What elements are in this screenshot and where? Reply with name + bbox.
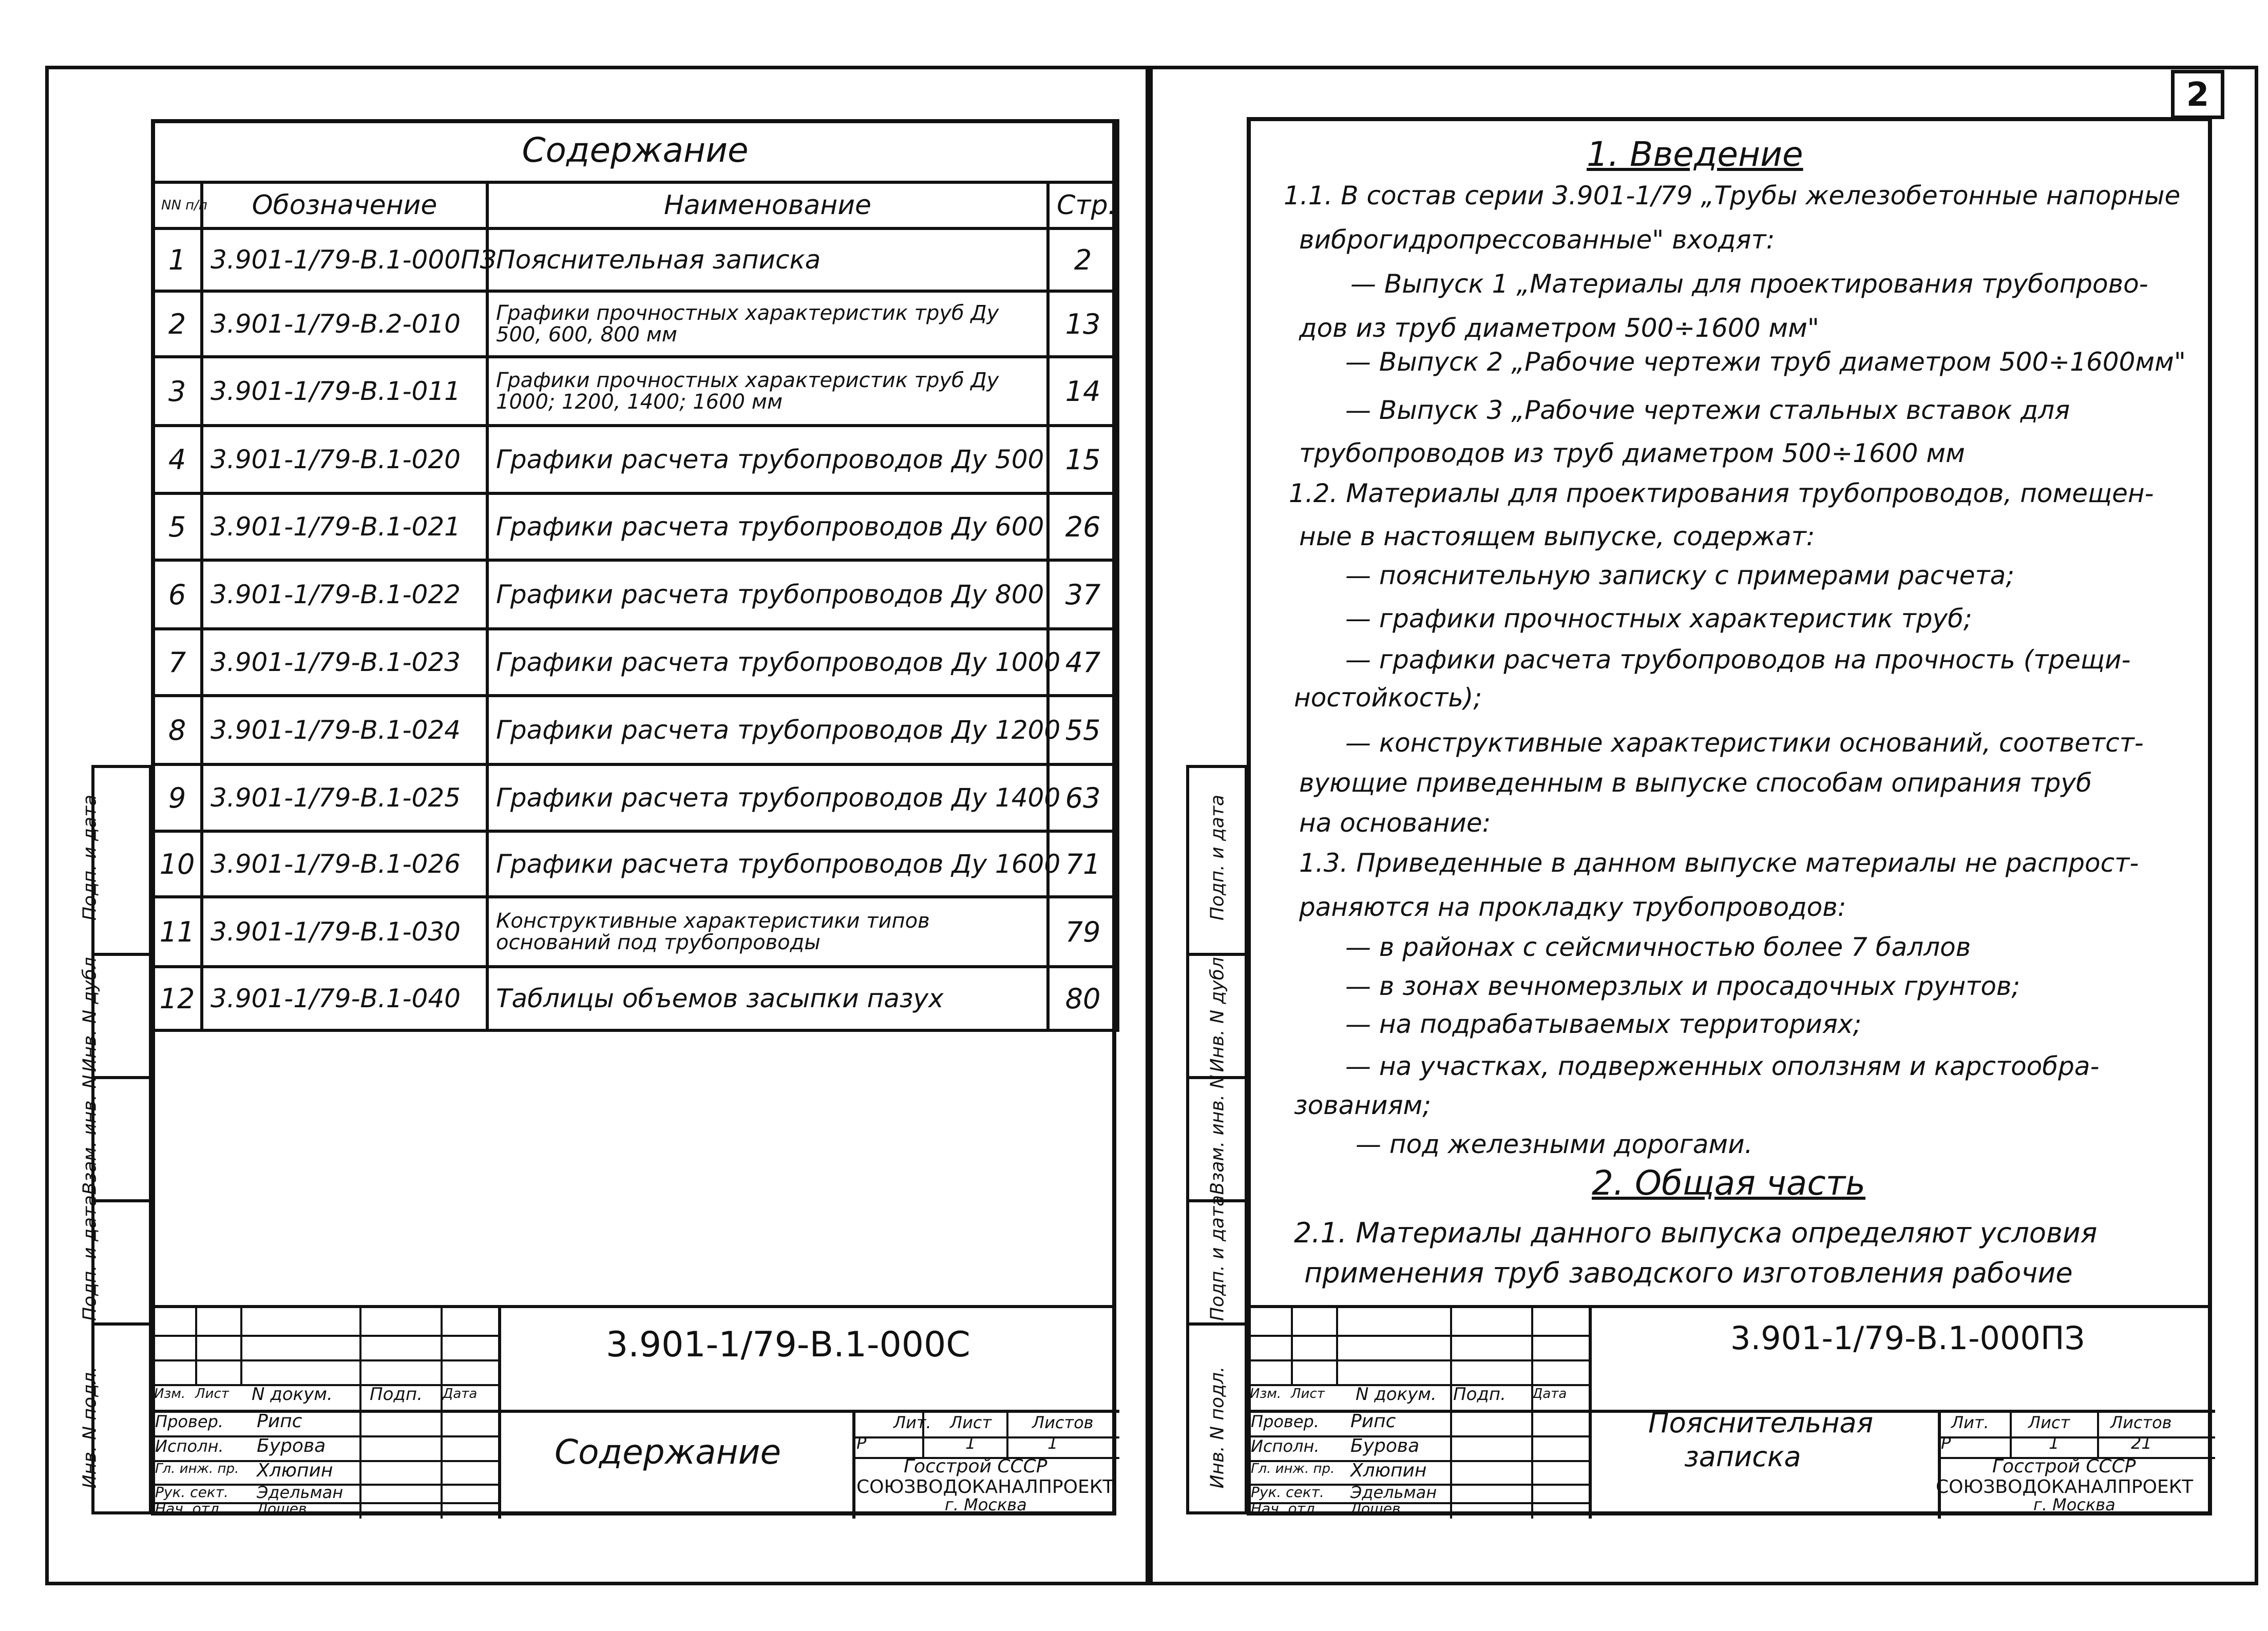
stamp-sheets-label: Листов (1032, 1413, 1094, 1432)
text-line: — Выпуск 2 „Рабочие чертежи труб диаметром 500÷1600мм" (1345, 347, 2186, 377)
stamp-person: Эдельман (257, 1483, 344, 1502)
text-line: — под железными дорогами. (1356, 1129, 1753, 1159)
stamp-col: Лист (1291, 1386, 1325, 1402)
row-designation: 3.901-1/79-В.1-023 (202, 629, 487, 696)
stamp-person: Лошев (1350, 1500, 1401, 1517)
row-number: 2 (153, 291, 202, 357)
table-row (153, 291, 1118, 357)
row-number: 3 (153, 357, 202, 426)
row-designation: 3.901-1/79-В.1-011 (202, 357, 487, 426)
text-line: раняются на прокладку трубопроводов: (1299, 892, 1846, 922)
row-page: 26 (1048, 493, 1118, 560)
stamp-role: Рук. сект. (1251, 1484, 1324, 1501)
stamp-col: N докум. (252, 1384, 333, 1405)
row-page: 79 (1048, 897, 1118, 967)
row-number: 11 (153, 897, 202, 967)
stamp-role: Исполн. (1251, 1436, 1320, 1456)
section-heading-general: 2. Общая часть (1592, 1163, 1865, 1203)
row-number: 4 (153, 426, 202, 493)
text-line: зованиям; (1294, 1090, 1432, 1120)
left-side-stamp (91, 765, 152, 1514)
col-name-header: Наименование (487, 182, 1048, 228)
row-designation: 3.901-1/79-В.1-000ПЗ (202, 228, 487, 291)
row-name: Таблицы объемов засыпки пазух (487, 967, 1048, 1030)
stamp-title: Содержание (555, 1432, 782, 1472)
text-line: 1.1. В состав серии 3.901-1/79 „Трубы железобетонные напорные (1284, 181, 2181, 210)
row-number: 6 (153, 560, 202, 629)
row-designation: 3.901-1/79-В.2-010 (202, 291, 487, 357)
col-designation-header: Обозначение (202, 182, 487, 228)
contents-title: Содержание (153, 119, 1118, 182)
text-line: на основание: (1299, 808, 1491, 838)
stamp-col: Дата (1532, 1386, 1567, 1402)
table-row (153, 228, 1118, 291)
text-line: 1.3. Приведенные в данном выпуске материалы не распрост- (1299, 848, 2139, 878)
row-name: Графики расчета трубопроводов Ду 1400 (487, 764, 1048, 831)
stamp-sheets: 21 (2131, 1433, 2152, 1453)
side-label: Инв. N подл. (1207, 1366, 1228, 1489)
row-page: 37 (1048, 560, 1118, 629)
stamp-sheets-label: Листов (2110, 1413, 2172, 1432)
table-row (153, 764, 1118, 831)
row-page: 13 (1048, 291, 1118, 357)
stamp-org: СОЮЗВОДОКАНАЛПРОЕКТ (856, 1476, 1114, 1498)
stamp-person: Эдельман (1350, 1483, 1437, 1502)
stamp-lit: Р (856, 1433, 867, 1453)
col-page-header: Стр. (1048, 182, 1118, 228)
stamp-col: Изм. (154, 1386, 186, 1402)
table-row (153, 831, 1118, 897)
table-row (153, 696, 1118, 764)
text-line: виброгидропрессованные" входят: (1299, 225, 1775, 255)
row-designation: 3.901-1/79-В.1-022 (202, 560, 487, 629)
row-number: 7 (153, 629, 202, 696)
text-line: — Выпуск 1 „Материалы для проектирования трубопрово- (1350, 269, 2148, 299)
row-name: Пояснительная записка (487, 228, 1048, 291)
stamp-col: N докум. (1356, 1384, 1437, 1405)
stamp-col: Подп. (1453, 1384, 1506, 1405)
row-page: 2 (1048, 228, 1118, 291)
row-designation: 3.901-1/79-В.1-024 (202, 696, 487, 764)
row-name: Графики расчета трубопроводов Ду 800 (487, 560, 1048, 629)
side-label: Инв. N дубл. (1207, 951, 1228, 1072)
stamp-sheet-label: Лист (950, 1413, 992, 1432)
stamp-person: Хлюпин (1350, 1460, 1427, 1481)
text-line: применения труб заводского изготовления рабочие (1304, 1257, 2073, 1289)
row-designation: 3.901-1/79-В.1-040 (202, 967, 487, 1030)
stamp-person: Хлюпин (257, 1460, 333, 1481)
table-row (153, 357, 1118, 426)
row-page: 71 (1048, 831, 1118, 897)
text-line: — на подрабатываемых территориях; (1345, 1009, 1862, 1039)
row-number: 1 (153, 228, 202, 291)
stamp-role: Рук. сект. (155, 1484, 228, 1501)
row-page: 55 (1048, 696, 1118, 764)
side-label: Подп. и дата (1207, 1195, 1228, 1321)
text-line: — в зонах вечномерзлых и просадочных грунтов; (1345, 971, 2021, 1001)
text-line: — на участках, подверженных оползням и карстообра- (1345, 1051, 2100, 1081)
table-row (153, 897, 1118, 967)
row-number: 8 (153, 696, 202, 764)
stamp-sheets: 1 (1047, 1433, 1058, 1453)
stamp-sheet: 1 (965, 1433, 976, 1453)
row-designation: 3.901-1/79-В.1-021 (202, 493, 487, 560)
stamp-sheet: 1 (2049, 1433, 2060, 1453)
table-row (153, 426, 1118, 493)
side-label: Взам. инв. N (79, 1074, 101, 1195)
text-line: вующие приведенным в выпуске способам опирания труб (1299, 768, 2092, 798)
text-line: — в районах с сейсмичностью более 7 баллов (1345, 932, 1971, 962)
row-name: Графики расчета трубопроводов Ду 1200 (487, 696, 1048, 764)
row-page: 14 (1048, 357, 1118, 426)
row-page: 80 (1048, 967, 1118, 1030)
stamp-col: Лист (195, 1386, 229, 1402)
stamp-org: СОЮЗВОДОКАНАЛПРОЕКТ (1936, 1476, 2194, 1498)
stamp-person: Бурова (1350, 1435, 1420, 1456)
text-line: — графики прочностных характеристик труб; (1345, 604, 1972, 634)
stamp-title: Пояснительная (1648, 1407, 1874, 1439)
stamp-org: Госстрой СССР (1992, 1456, 2136, 1477)
side-label: Подп. и дата (79, 1195, 101, 1321)
row-name: Графики расчета трубопроводов Ду 600 (487, 493, 1048, 560)
text-line: 2.1. Материалы данного выпуска определяют условия (1294, 1217, 2098, 1249)
text-line: ные в настоящем выпуске, содержат: (1299, 522, 1815, 551)
row-name: Графики расчета трубопроводов Ду 1000 (487, 629, 1048, 696)
stamp-person: Рипс (1350, 1411, 1396, 1432)
text-line: дов из труб диаметром 500÷1600 мм" (1299, 313, 1819, 343)
text-line: 1.2. Материалы для проектирования трубопроводов, помещен- (1289, 478, 2154, 508)
stamp-lit: Р (1941, 1433, 1951, 1453)
row-number: 9 (153, 764, 202, 831)
stamp-org: г. Москва (945, 1495, 1027, 1514)
row-designation: 3.901-1/79-В.1-026 (202, 831, 487, 897)
stamp-lit-label: Лит. (1951, 1413, 1989, 1432)
row-name: Графики прочностных характеристик труб Ду 500, 600, 800 мм (487, 291, 1048, 357)
row-name: Конструктивные характеристики типов оснований под трубопроводы (487, 897, 1048, 967)
row-page: 15 (1048, 426, 1118, 493)
side-label: Инв. N дубл. (79, 951, 101, 1072)
section-heading-introduction: 1. Введение (1587, 135, 1803, 174)
row-number: 12 (153, 967, 202, 1030)
page-number-box: 2 (2171, 70, 2224, 119)
stamp-role: Гл. инж. пр. (155, 1461, 239, 1476)
stamp-role: Исполн. (155, 1436, 224, 1456)
stamp-col: Дата (443, 1386, 478, 1402)
text-line: ностойкость); (1294, 683, 1482, 713)
row-name: Графики расчета трубопроводов Ду 1600 (487, 831, 1048, 897)
side-label: Подп. и дата (1207, 794, 1228, 921)
stamp-org: Госстрой СССР (904, 1456, 1047, 1477)
stamp-role: Нач. отд. (1251, 1500, 1320, 1517)
stamp-code: 3.901-1/79-В.1-000ПЗ (1730, 1319, 2085, 1357)
row-page: 47 (1048, 629, 1118, 696)
table-row (153, 629, 1118, 696)
stamp-col: Изм. (1250, 1386, 1282, 1402)
text-line: — графики расчета трубопроводов на прочность (трещи- (1345, 645, 2131, 675)
stamp-role: Провер. (1251, 1412, 1319, 1431)
stamp-col: Подп. (370, 1384, 423, 1405)
stamp-lit-label: Лит. (893, 1413, 931, 1432)
row-designation: 3.901-1/79-В.1-030 (202, 897, 487, 967)
stamp-org: г. Москва (2033, 1495, 2115, 1514)
row-designation: 3.901-1/79-В.1-020 (202, 426, 487, 493)
text-line: — пояснительную записку с примерами расчета; (1345, 561, 2015, 590)
row-name: Графики прочностных характеристик труб Ду 1000; 1200, 1400; 1600 мм (487, 357, 1048, 426)
row-page: 63 (1048, 764, 1118, 831)
table-row (153, 493, 1118, 560)
table-row (153, 560, 1118, 629)
stamp-role: Провер. (155, 1412, 223, 1431)
table-row (153, 967, 1118, 1030)
stamp-code: 3.901-1/79-В.1-000С (606, 1325, 970, 1365)
row-number: 5 (153, 493, 202, 560)
stamp-role: Нач. отд. (155, 1500, 224, 1517)
col-num-header: NN п/п (153, 182, 202, 228)
stamp-title: записка (1684, 1441, 1801, 1473)
contents-table (151, 119, 1119, 1032)
side-label: Взам. инв. N (1207, 1074, 1228, 1195)
side-label: Инв. N подл. (79, 1366, 101, 1489)
stamp-role: Гл. инж. пр. (1251, 1461, 1335, 1476)
side-label: Подп. и дата (79, 794, 101, 921)
stamp-person: Рипс (257, 1411, 302, 1432)
stamp-sheet-label: Лист (2028, 1413, 2070, 1432)
text-line: — Выпуск 3 „Рабочие чертежи стальных вставок для (1345, 395, 2070, 425)
row-number: 10 (153, 831, 202, 897)
stamp-person: Лошев (257, 1500, 307, 1517)
row-name: Графики расчета трубопроводов Ду 500 (487, 426, 1048, 493)
row-designation: 3.901-1/79-В.1-025 (202, 764, 487, 831)
stamp-person: Бурова (257, 1435, 326, 1456)
text-line: — конструктивные характеристики оснований, соответст- (1345, 728, 2144, 758)
text-line: трубопроводов из труб диаметром 500÷1600 мм (1299, 438, 1965, 468)
